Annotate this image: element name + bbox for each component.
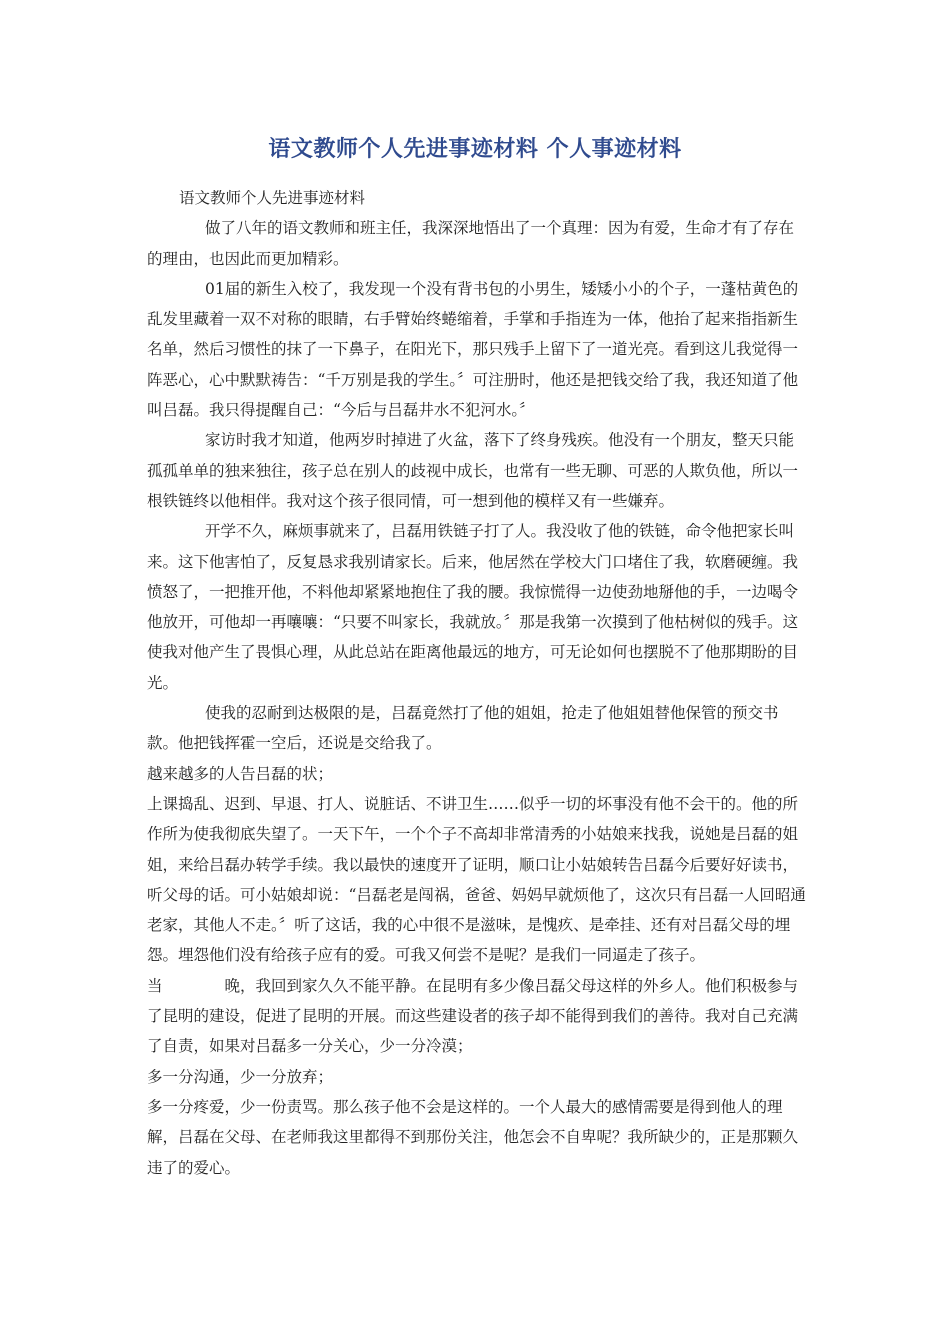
paragraph: 使我的忍耐到达极限的是，吕磊竟然打了他的姐姐，抢走了他姐姐替他保管的预交书款。他把钱挥霍一空后，还说是交给我了。: [147, 704, 779, 753]
paragraph: 上课捣乱、迟到、早退、打人、说脏话、不讲卫生……似乎一切的坏事没有他不会干的。他的所作所为使我彻底失望了。一天下午，一个个子不高却非常清秀的小姑娘来找我，说她是吕磊的姐姐，来给吕磊办转学手续。我以最快的速度开了证明，顺口让小姑娘转告吕磊今后要好好读书，听父母的话。可小姑娘却说：“吕磊老是闯祸，爸爸、妈妈早就烦他了，这次只有吕磊一人回昭通老家，其他人不走。〞听了这话，我的心中很不是滋味，是愧疚、是牵挂、还有对吕磊父母的埋怨。埋怨他们没有给孩子应有的爱。可我又何尝不是呢？是我们一同逼走了孩子。: [147, 794, 806, 965]
paragraph: 多一分疼爱，少一份责骂。那么孩子他不会是这样的。一个人最大的感情需要是得到他人的理解，吕磊在父母、在老师我这里都得不到那份关注，他怎会不自卑呢？我所缺少的，正是那颗久违了的爱心。: [147, 1097, 799, 1177]
paragraph: 开学不久，麻烦事就来了，吕磊用铁链子打了人。我没收了他的铁链，命令他把家长叫来。这下他害怕了，反复恳求我别请家长。后来，他居然在学校大门口堵住了我，软磨硬缠。我愤怒了，一把推开他，不料他却紧紧地抱住了我的腰。我惊慌得一边使劲地掰他的手，一边喝令他放开，可他却一再嚷嚷：“只要不叫家长，我就放。〞那是我第一次摸到了他枯树似的残手。这使我对他产生了畏惧心理，从此总站在距离他最远的地方，可无论如何也摆脱不了他那期盼的目光。: [147, 522, 799, 692]
paragraph: 多一分沟通，少一分放弃；: [147, 1067, 334, 1086]
paragraph: 01届的新生入校了，我发现一个没有背书包的小男生，矮矮小小的个子，一蓬枯黄色的乱发里藏着一双不对称的眼睛，右手臂始终蜷缩着，手掌和手指连为一体，他抬了起来指指新生名单，然后习惯性的抹了一下鼻子，在阳光下，那只残手上留下了一道光亮。看到这儿我觉得一阵恶心，心中默默祷告：“千万别是我的学生。〞可注册时，他还是把钱交给了我，我还知道了他叫吕磊。我只得提醒自己：“今后与吕磊井水不犯河水。〞: [147, 279, 799, 420]
document-body: [147, 183, 807, 1183]
document-title: 语文教师个人先进事迹材料 个人事迹材料: [268, 137, 682, 162]
paragraph-fragment: 当: [147, 976, 163, 995]
document-subheading: 语文教师个人先进事迹材料: [179, 189, 366, 207]
paragraph: 家访时我才知道，他两岁时掉进了火盆，落下了终身残疾。他没有一个朋友，整天只能孤孤单单的独来独往，孩子总在别人的歧视中成长，也常有一些无聊、可恶的人欺负他，所以一根铁链终以他相伴。我对这个孩子很同情，可一想到他的模样又有一些嫌弃。: [147, 431, 799, 510]
paragraph-fragment: 晚，我回到家久久不能平静。在昆明有多少像吕磊父母这样的外乡人。他们积极参与了昆明的建设，促进了昆明的开展。而这些建设者的孩子却不能得到我们的善待。我对自己充满了自责，如果对吕磊多一分关心，少一分冷漠；: [147, 976, 799, 1056]
paragraph: 越来越多的人告吕磊的状；: [147, 764, 334, 783]
paragraph: 做了八年的语文教师和班主任，我深深地悟出了一个真理：因为有爱，生命才有了存在的理由，也因此而更加精彩。: [147, 219, 795, 268]
paragraph-split: [147, 971, 807, 1062]
